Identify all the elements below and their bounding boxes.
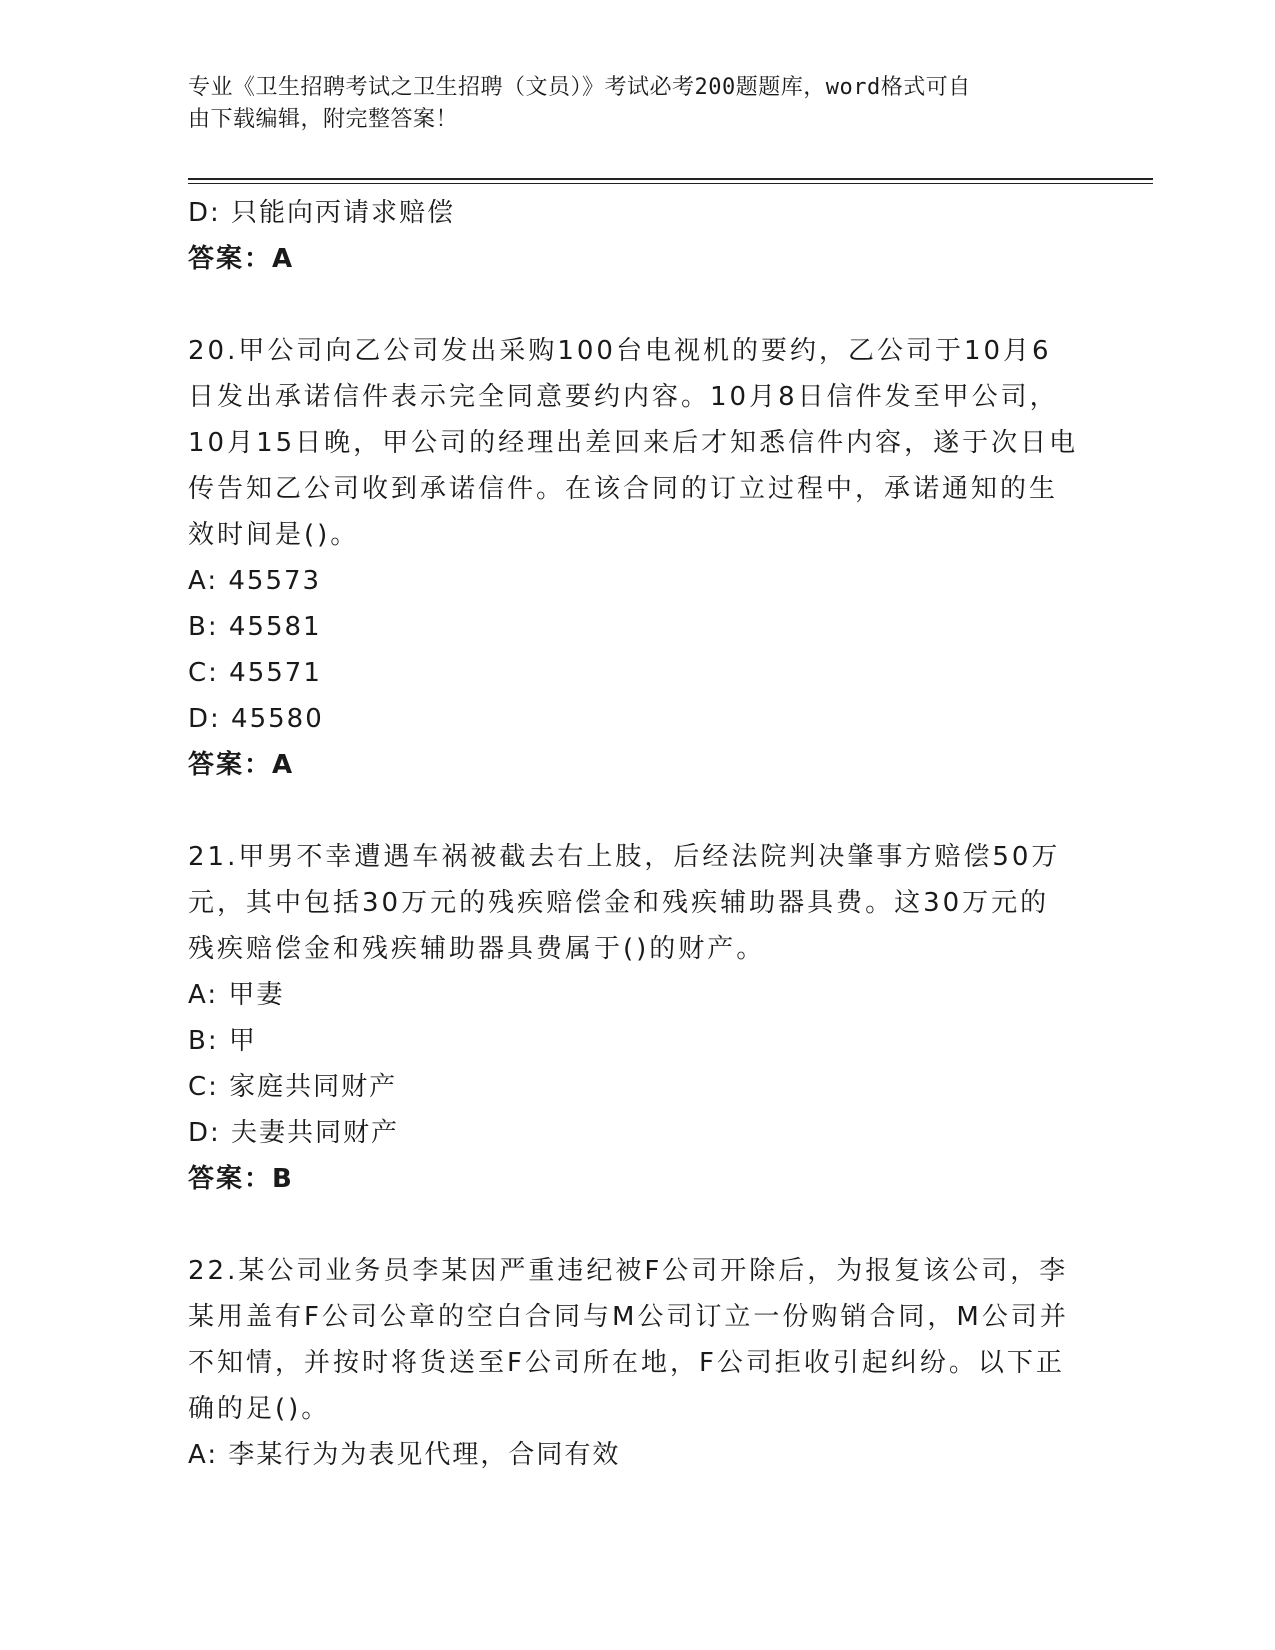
spacer: [188, 282, 1088, 328]
header-line-1: 专业《卫生招聘考试之卫生招聘（文员）》考试必考200题题库，word格式可自: [188, 75, 971, 100]
question-22-line: 某用盖有F公司公章的空白合同与M公司订立一份购销合同，M公司并: [188, 1302, 1069, 1332]
question-20-line: 10月15日晚，甲公司的经理出差回来后才知悉信件内容，遂于次日电: [188, 428, 1079, 458]
question-21-option-b: B: 甲: [188, 1026, 257, 1056]
question-20-answer: 答案：A: [188, 750, 295, 780]
spacer: [188, 1202, 1088, 1248]
question-22-line: 22.某公司业务员李某因严重违纪被F公司开除后，为报复该公司，李: [188, 1256, 1069, 1286]
question-20-line: 传告知乙公司收到承诺信件。在该合同的订立过程中，承诺通知的生: [188, 474, 1059, 504]
prev-option-d: D: 只能向丙请求赔偿: [188, 198, 456, 228]
question-20-option-c: C: 45571: [188, 658, 322, 688]
question-21-option-c: C: 家庭共同财产: [188, 1072, 398, 1102]
spacer: [188, 788, 1088, 834]
question-22-option-a: A: 李某行为为表见代理，合同有效: [188, 1440, 621, 1470]
question-21-line: 残疾赔偿金和残疾辅助器具费属于()的财产。: [188, 934, 766, 964]
document-body: [188, 190, 1088, 1478]
question-20: [188, 328, 1088, 788]
question-21-line: 元，其中包括30万元的残疾赔偿金和残疾辅助器具费。这30万元的: [188, 888, 1050, 918]
question-20-line: 20.甲公司向乙公司发出采购100台电视机的要约，乙公司于10月6: [188, 336, 1052, 366]
question-21-option-a: A: 甲妻: [188, 980, 285, 1010]
question-20-option-d: D: 45580: [188, 704, 324, 734]
question-21-line: 21.甲男不幸遭遇车祸被截去右上肢，后经法院判决肇事方赔偿50万: [188, 842, 1061, 872]
question-20-line: 日发出承诺信件表示完全同意要约内容。10月8日信件发至甲公司，: [188, 382, 1059, 412]
question-20-line: 效时间是()。: [188, 520, 360, 550]
question-22-line: 确的足()。: [188, 1394, 331, 1424]
question-21: [188, 834, 1088, 1202]
question-21-option-d: D: 夫妻共同财产: [188, 1118, 400, 1148]
header-rule-thick: [188, 178, 1153, 180]
prev-answer: 答案：A: [188, 244, 295, 274]
question-22-line: 不知情，并按时将货送至F公司所在地，F公司拒收引起纠纷。以下正: [188, 1348, 1065, 1378]
question-21-answer: 答案：B: [188, 1164, 294, 1194]
document-header: [188, 72, 1088, 136]
question-22: [188, 1248, 1088, 1478]
question-20-option-b: B: 45581: [188, 612, 322, 642]
question-20-option-a: A: 45573: [188, 566, 322, 596]
header-rule-thin: [188, 183, 1153, 184]
header-line-2: 由下载编辑，附完整答案！: [188, 107, 459, 132]
